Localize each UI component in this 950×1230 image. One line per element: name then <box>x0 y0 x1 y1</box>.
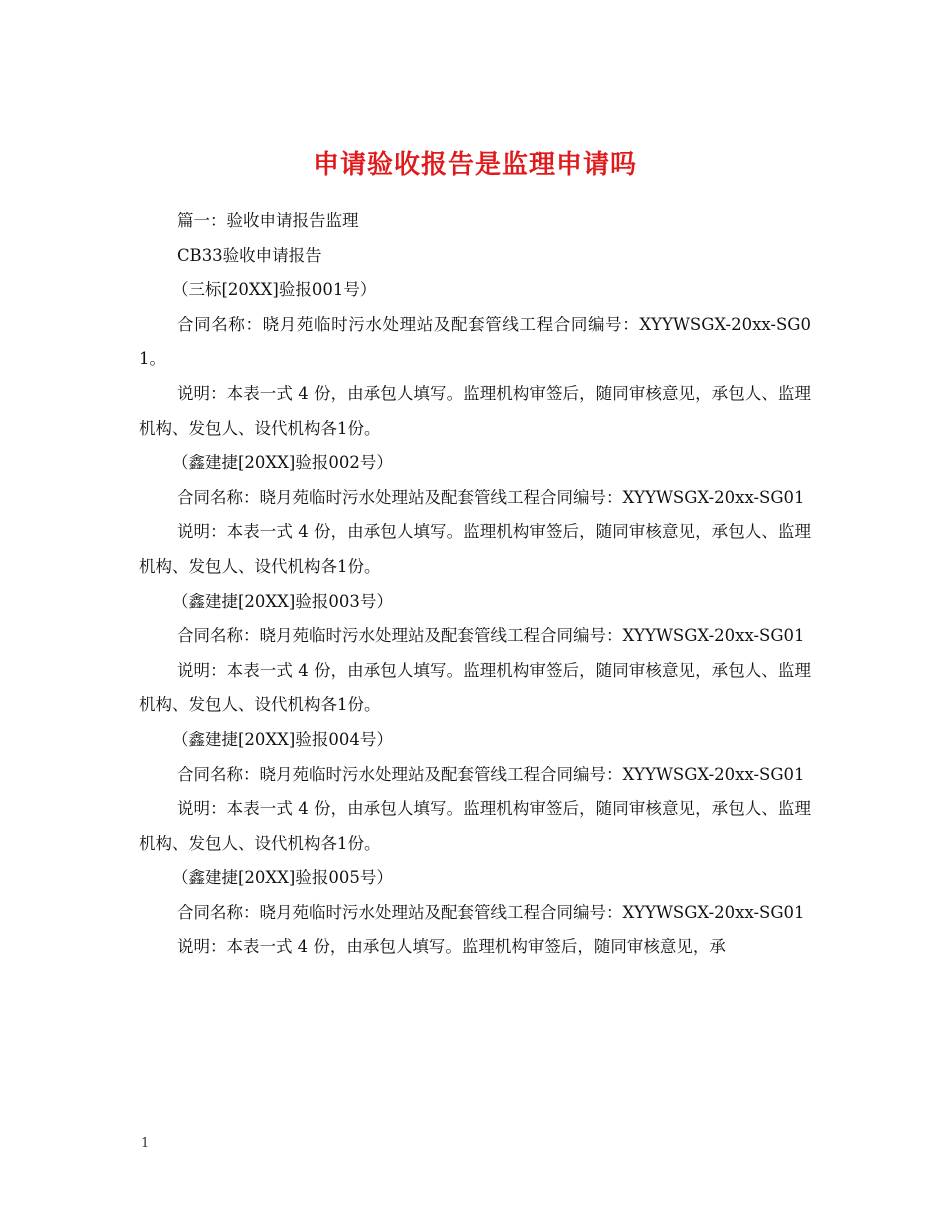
document-body <box>139 204 811 965</box>
paragraph-reference-004: （鑫建捷[20XX]验报004号） <box>172 729 393 749</box>
paragraph-note-001: 说明：本表一式 4 份，由承包人填写。监理机构审签后，随同审核意见，承包人、监理机构、发包人、设代机构各1份。 <box>139 383 811 438</box>
paragraph-contract-001: 合同名称：晓月苑临时污水处理站及配套管线工程合同编号：XYYWSGX-20xx-SG01。 <box>139 314 811 369</box>
paragraph-reference-003: （鑫建捷[20XX]验报003号） <box>172 591 393 611</box>
paragraph-reference-005: （鑫建捷[20XX]验报005号） <box>172 868 393 888</box>
paragraph-contract-003: 合同名称：晓月苑临时污水处理站及配套管线工程合同编号：XYYWSGX-20xx-SG01 <box>176 626 805 646</box>
document-title: 申请验收报告是监理申请吗 <box>312 150 637 181</box>
paragraph-note-002: 说明：本表一式 4 份，由承包人填写。监理机构审签后，随同审核意见，承包人、监理机构、发包人、设代机构各1份。 <box>139 522 811 576</box>
paragraph-contract-002: 合同名称：晓月苑临时污水处理站及配套管线工程合同编号：XYYWSGX-20xx-SG01 <box>176 487 805 507</box>
paragraph-reference-001: （三标[20XX]验报001号） <box>172 280 377 300</box>
paragraph-contract-004: 合同名称：晓月苑临时污水处理站及配套管线工程合同编号：XYYWSGX-20xx-SG01 <box>176 764 805 784</box>
paragraph-note-004: 说明：本表一式 4 份，由承包人填写。监理机构审签后，随同审核意见，承包人、监理机构、发包人、设代机构各1份。 <box>139 799 811 853</box>
paragraph-form-title: CB33验收申请报告 <box>176 245 322 265</box>
paragraph-note-005: 说明：本表一式 4 份，由承包人填写。监理机构审签后，随同审核意见，承 <box>176 937 726 957</box>
paragraph-section-heading: 篇一：验收申请报告监理 <box>176 211 359 230</box>
paragraph-contract-005: 合同名称：晓月苑临时污水处理站及配套管线工程合同编号：XYYWSGX-20xx-SG01 <box>176 902 805 922</box>
paragraph-note-003: 说明：本表一式 4 份，由承包人填写。监理机构审签后，随同审核意见，承包人、监理机构、发包人、设代机构各1份。 <box>139 660 811 715</box>
page-number: 1 <box>141 1136 150 1151</box>
paragraph-reference-002: （鑫建捷[20XX]验报002号） <box>172 453 393 473</box>
